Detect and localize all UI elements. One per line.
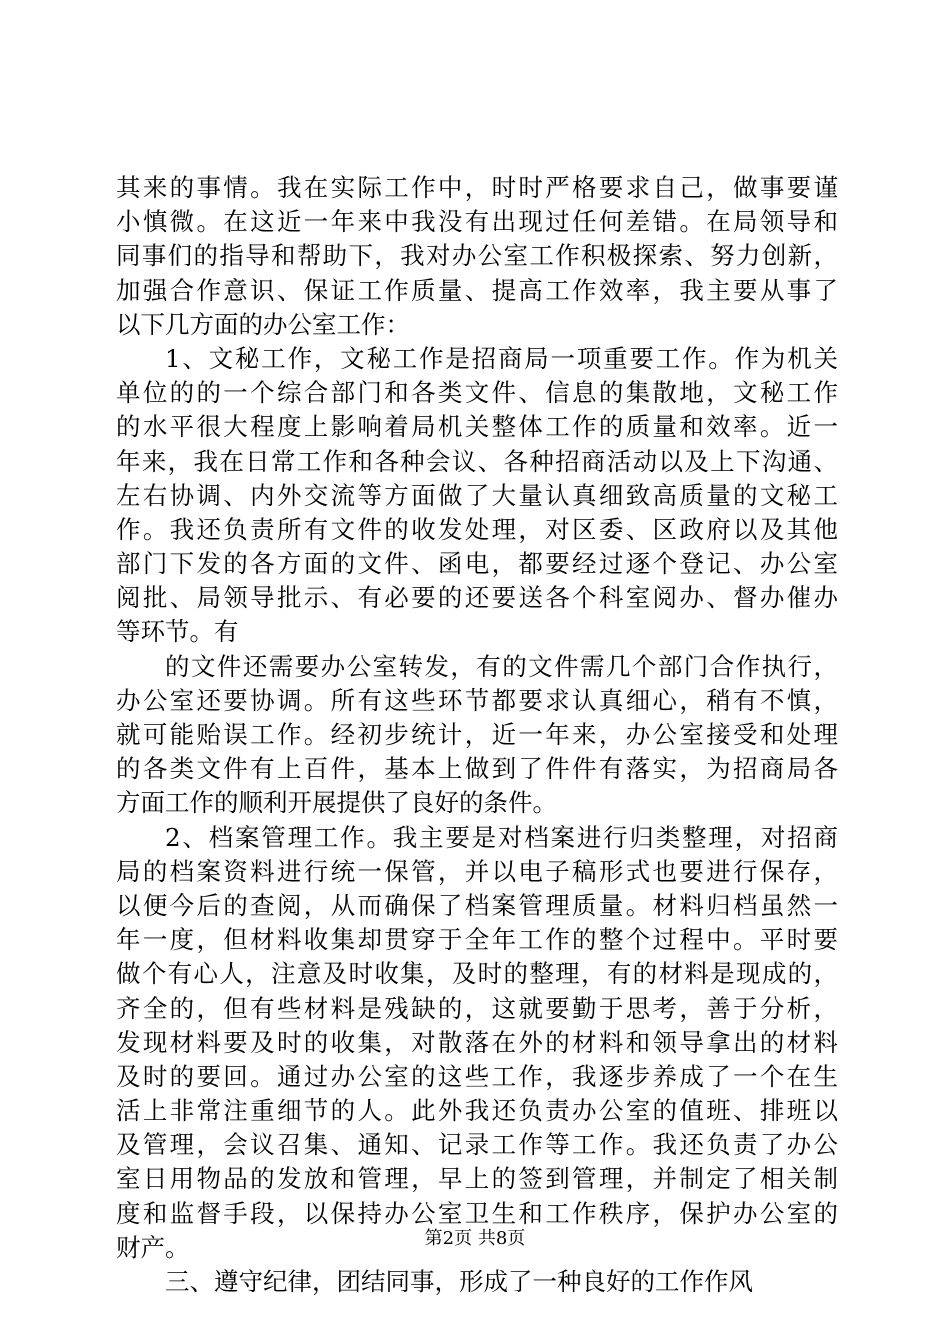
text-line: 年一度，但材料收集却贯穿于全年工作的整个过程中。平时要 (116, 925, 838, 955)
text-line: 同事们的指导和帮助下，我对办公室工作积极探索、努力创新， (116, 241, 838, 271)
text-line: 以便今后的查阅，从而确保了档案管理质量。材料归档虽然一 (116, 890, 838, 920)
page-number: 第2页 共8页 (424, 1228, 526, 1249)
text-line: 以下几方面的办公室工作： (116, 309, 410, 339)
text-line: 财产。 (116, 1232, 190, 1262)
text-line: 加强合作意识、保证工作质量、提高工作效率，我主要从事了 (116, 275, 838, 305)
text-line: 及时的要回。通过办公室的这些工作，我逐步养成了一个在生 (116, 1061, 838, 1091)
text-line: 其来的事情。我在实际工作中，时时严格要求自己，做事要谨 (116, 173, 838, 202)
text-line: 的各类文件有上百件，基本上做到了件件有落实，为招商局各 (116, 754, 838, 784)
text-line: 做个有心人，注意及时收集，及时的整理，有的材料是现成的， (116, 959, 838, 989)
text-line: 度和监督手段，以保持办公室卫生和工作秩序，保护办公室的 (116, 1198, 838, 1228)
text-line: 1、文秘工作，文秘工作是招商局一项重要工作。作为机关 (165, 343, 838, 373)
text-line: 的水平很大程度上影响着局机关整体工作的质量和效率。近一 (116, 412, 838, 442)
text-line: 及管理，会议召集、通知、记录工作等工作。我还负责了办公 (116, 1130, 838, 1160)
text-line: 的文件还需要办公室转发，有的文件需几个部门合作执行， (165, 651, 838, 681)
text-line: 左右协调、内外交流等方面做了大量认真细致高质量的文秘工 (116, 480, 838, 510)
text-line: 办公室还要协调。所有这些环节都要求认真细心，稍有不慎， (116, 685, 838, 715)
text-line: 局的档案资料进行统一保管，并以电子稿形式也要进行保存， (116, 856, 838, 886)
section-heading: 三、遵守纪律，团结同事，形成了一种良好的工作作风 (165, 1267, 753, 1296)
text-line: 发现材料要及时的收集，对散落在外的材料和领导拿出的材料 (116, 1027, 838, 1057)
text-line: 部门下发的各方面的文件、函电，都要经过逐个登记、办公室 (116, 549, 838, 579)
text-line: 齐全的，但有些材料是残缺的，这就要勤于思考，善于分析， (116, 993, 838, 1023)
text-line: 就可能贻误工作。经初步统计，近一年来，办公室接受和处理 (116, 720, 838, 749)
text-line: 阅批、局领导批示、有必要的还要送各个科室阅办、督办催办 (116, 583, 838, 613)
document-body (116, 171, 838, 1299)
text-line: 室日用物品的发放和管理，早上的签到管理，并制定了相关制 (116, 1164, 838, 1194)
text-line: 方面工作的顺利开展提供了良好的条件。 (116, 788, 557, 818)
text-line: 2、档案管理工作。我主要是对档案进行归类整理，对招商 (165, 822, 838, 852)
text-line: 活上非常注重细节的人。此外我还负责办公室的值班、排班以 (116, 1096, 838, 1126)
text-line: 等环节。有 (116, 617, 239, 647)
text-line: 年来，我在日常工作和各种会议、各种招商活动以及上下沟通、 (116, 446, 838, 476)
text-line: 作。我还负责所有文件的收发处理，对区委、区政府以及其他 (116, 514, 838, 544)
text-line: 小慎微。在这近一年来中我没有出现过任何差错。在局领导和 (116, 207, 838, 237)
text-line: 单位的的一个综合部门和各类文件、信息的集散地，文秘工作 (116, 378, 838, 408)
page-footer (0, 1227, 950, 1251)
